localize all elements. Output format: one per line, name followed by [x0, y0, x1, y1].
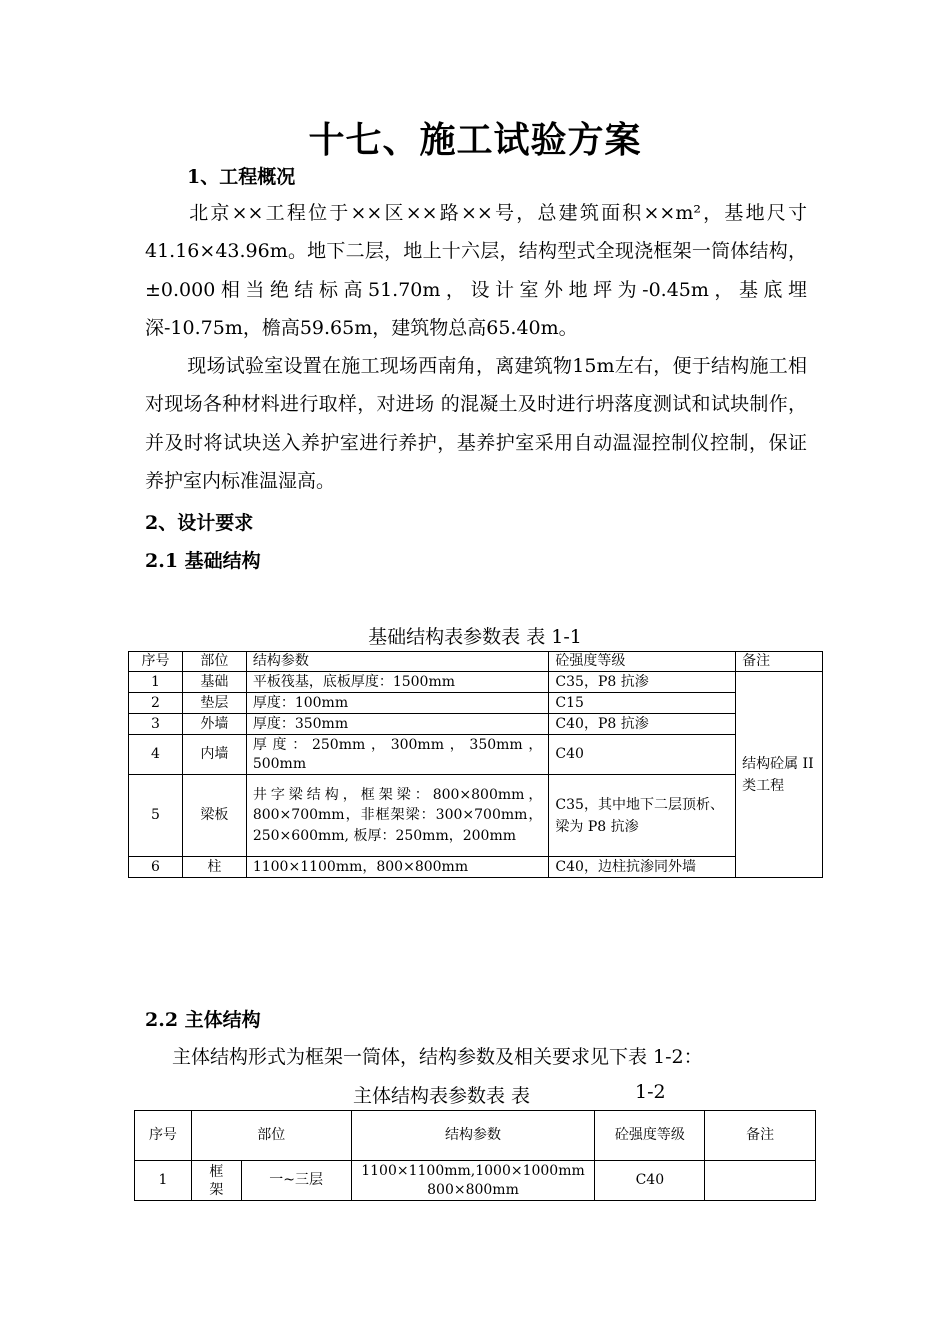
table-cell-note [705, 1161, 816, 1201]
table-cell-part: 梁板 [182, 775, 246, 857]
table-cell-no: 6 [129, 857, 183, 878]
table-1-2-header: 序号 [135, 1111, 192, 1161]
table-cell-part: 内墙 [182, 735, 246, 775]
table-cell-grade: C40 [595, 1161, 705, 1201]
table-cell-param-line-2: 800×800mm [427, 1181, 519, 1198]
table-1-1 [128, 651, 823, 878]
section-1-paragraph-1 [145, 194, 807, 347]
table-1-2-header: 备注 [705, 1111, 816, 1161]
section-2-2-heading: 2.2 主体结构 [145, 1009, 261, 1031]
table-cell-grade: C40，P8 抗渗 [549, 714, 736, 735]
table-cell-part: 外墙 [182, 714, 246, 735]
table-cell-param: 厚度：350mm [246, 714, 549, 735]
table-cell-part: 柱 [182, 857, 246, 878]
table-cell-param-line-1: 1100×1100mm,1000×1000mm [361, 1162, 585, 1179]
table-1-1-header-row [129, 652, 823, 672]
table-cell-part [191, 1161, 241, 1201]
table-cell-no: 2 [129, 693, 183, 714]
table-cell-grade: C35，P8 抗渗 [549, 672, 736, 693]
table-cell-grade: C35，其中地下二层顶析、梁为 P8 抗渗 [549, 775, 736, 857]
table-cell-no: 1 [135, 1161, 192, 1201]
table-1-2-header-row [135, 1111, 816, 1161]
table-1-1-caption: 基础结构表参数表 表 1-1 [368, 626, 582, 648]
table-cell-part-text: 框架 [209, 1163, 224, 1198]
table-1-1-header: 备注 [736, 652, 823, 672]
table-cell-param: 厚度：100mm [246, 693, 549, 714]
table-1-2-header: 部位 [191, 1111, 351, 1161]
section-1-heading: 1、工程概况 [187, 166, 296, 188]
table-row [129, 714, 823, 735]
table-row [129, 775, 823, 857]
table-cell-param: 1100×1100mm，800×800mm [246, 857, 549, 878]
table-1-2-caption-number: 1-2 [635, 1081, 666, 1103]
table-1-2-header: 结构参数 [351, 1111, 595, 1161]
table-1-2-header: 砼强度等级 [595, 1111, 705, 1161]
table-1-2-caption: 主体结构表参数表 表 [353, 1085, 531, 1107]
table-1-1-header: 砼强度等级 [549, 652, 736, 672]
table-1-1-header: 部位 [182, 652, 246, 672]
table-row [135, 1161, 816, 1201]
table-1-1-header: 序号 [129, 652, 183, 672]
table-cell-note: 结构砼属 II 类工程 [736, 672, 823, 878]
table-row [129, 735, 823, 775]
table-cell-no: 5 [129, 775, 183, 857]
page-title: 十七、施工试验方案 [308, 119, 642, 161]
table-cell-no: 4 [129, 735, 183, 775]
section-1-paragraph-1-text: 北京××工程位于××区××路××号，总建筑面积××m²，基地尺寸41.16×43.96m。地下二层，地上十六层，结构型式全现浇框架一筒体结构，±0.000相当绝结标高51.70m，设计室外地坪为-0.45m，基底埋深-10.75m，檐高59.65m，建筑物总高65.40m。 [145, 202, 807, 339]
section-2-2-paragraph: 主体结构形式为框架一筒体，结构参数及相关要求见下表 1-2： [172, 1046, 703, 1068]
table-1-1-header: 结构参数 [246, 652, 549, 672]
table-row [129, 693, 823, 714]
table-cell-part: 垫层 [182, 693, 246, 714]
section-1-paragraph-2 [145, 347, 807, 500]
table-cell-grade: C15 [549, 693, 736, 714]
section-2-heading: 2、设计要求 [145, 512, 254, 534]
table-cell-param [351, 1161, 595, 1201]
table-row [129, 672, 823, 693]
section-2-1-heading: 2.1 基础结构 [145, 550, 261, 572]
table-cell-param: 厚度：250mm，300mm，350mm，500mm [246, 735, 549, 775]
section-1-paragraph-2-text: 现场试验室设置在施工现场西南角，离建筑物15m左右，便于结构施工相对现场各种材料进行取样，对进场 的混凝土及时进行坍落度测试和试块制作，并及时将试块送入养护室进行养护，基养护室采用自动温湿控制仪控制，保证养护室内标准温湿高。 [145, 355, 807, 492]
table-cell-floor: 一~三层 [241, 1161, 351, 1201]
table-cell-param: 平板筏基，底板厚度：1500mm [246, 672, 549, 693]
table-cell-grade: C40 [549, 735, 736, 775]
table-row [129, 857, 823, 878]
table-cell-grade: C40，边柱抗渗同外墙 [549, 857, 736, 878]
table-cell-param: 井字梁结构，框架梁：800×800mm，800×700mm，非框架梁：300×700mm，250×600mm, 板厚：250mm，200mm [246, 775, 549, 857]
table-cell-no: 1 [129, 672, 183, 693]
table-1-2 [134, 1110, 816, 1201]
table-cell-no: 3 [129, 714, 183, 735]
table-cell-part: 基础 [182, 672, 246, 693]
